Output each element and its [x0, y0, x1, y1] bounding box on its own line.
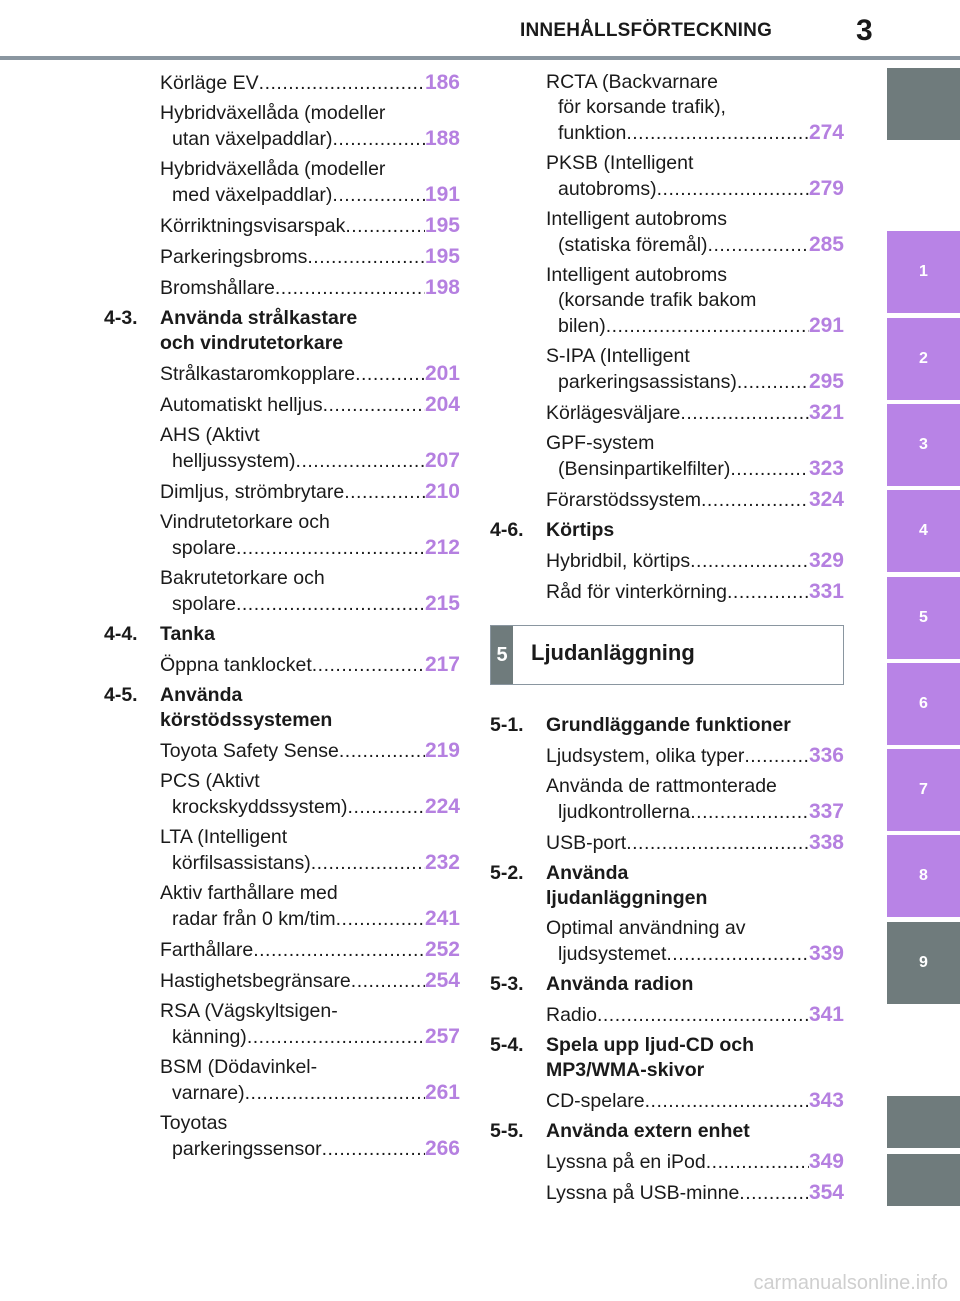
toc-entry-label: ljudkontrollerna [558, 801, 691, 823]
toc-entry-label: Parkeringsbroms [160, 246, 308, 268]
leader-dots [345, 214, 425, 239]
toc-entry-label: spolare [172, 593, 236, 615]
toc-entry-label: varnare) [172, 1082, 245, 1104]
toc-entry-label: Lyssna på en iPod [546, 1151, 706, 1173]
toc-page-number[interactable]: 291 [808, 314, 844, 337]
section-number: 4-4. [104, 623, 138, 645]
leader-dots [739, 1181, 809, 1206]
toc-entry[interactable] [160, 479, 460, 505]
leader-dots [236, 536, 425, 561]
chapter-tab-blank[interactable] [887, 1154, 960, 1206]
toc-entry-label: Radio [546, 1004, 597, 1026]
leader-dots [332, 127, 425, 152]
toc-entry[interactable] [160, 968, 460, 994]
toc-page-number[interactable]: 254 [424, 969, 460, 992]
toc-entry-label: Vindrutetorkare och [160, 511, 330, 533]
section-number: 5-4. [490, 1034, 524, 1056]
toc-page-number[interactable]: 336 [808, 744, 844, 767]
toc-entry-label: Toyota Safety Sense [160, 740, 339, 762]
section-title: Spela upp ljud-CD och [546, 1034, 754, 1056]
toc-page-number[interactable]: 257 [424, 1025, 460, 1048]
toc-page-number[interactable]: 349 [808, 1150, 844, 1173]
toc-page-number[interactable]: 329 [808, 549, 844, 572]
leader-dots [247, 1025, 425, 1050]
toc-entry-label: parkeringsassistans) [558, 371, 737, 393]
leader-dots [344, 480, 425, 505]
toc-entry-label: Körriktningsvisarspak [160, 215, 346, 237]
toc-entry[interactable] [160, 70, 460, 96]
leader-dots [307, 245, 425, 270]
toc-entry-label: Dimljus, strömbrytare [160, 481, 345, 503]
section-title: Använda radion [546, 973, 694, 995]
toc-entry-label: Hybridväxellåda (modeller [160, 102, 386, 124]
toc-page-number[interactable]: 279 [808, 177, 844, 200]
toc-entry-label: Öppna tanklocket [160, 654, 312, 676]
leader-dots [701, 488, 809, 513]
chapter-title: Ljudanläggning [531, 640, 695, 665]
toc-page-number[interactable]: 337 [808, 800, 844, 823]
toc-entry-label: GPF-system [546, 432, 655, 454]
section-title: Körtips [546, 519, 615, 541]
toc-entry-label: PCS (Aktivt [160, 770, 260, 792]
chapter-tab-6[interactable]: 6 [887, 663, 960, 745]
toc-entry-label: RCTA (Backvarnare [546, 71, 718, 93]
toc-page-number[interactable]: 204 [424, 393, 460, 416]
toc-entry-label: körfilsassistans) [172, 852, 311, 874]
leader-dots [348, 795, 425, 820]
toc-entry-label: Aktiv farthållare med [160, 882, 338, 904]
header-divider [0, 56, 960, 60]
leader-dots [680, 401, 809, 426]
leader-dots [666, 942, 809, 967]
toc-entry-label: (Bensinpartikelfilter) [558, 458, 731, 480]
toc-entry[interactable] [160, 510, 460, 561]
toc-entry-label: Bromshållare [160, 277, 275, 299]
toc-entry-label: med växelpaddlar) [172, 184, 333, 206]
toc-section-heading[interactable] [490, 713, 844, 738]
toc-entry[interactable] [546, 431, 844, 482]
toc-entry-label: Körlägesväljare [546, 402, 681, 424]
toc-page-number[interactable]: 338 [808, 831, 844, 854]
toc-entry[interactable] [160, 244, 460, 270]
section-title: MP3/WMA-skivor [546, 1059, 705, 1081]
toc-page-number[interactable]: 323 [808, 457, 844, 480]
leader-dots [626, 121, 809, 146]
toc-page-number[interactable]: 266 [424, 1137, 460, 1160]
toc-entry-label: Råd för vinterkörning [546, 581, 728, 603]
toc-page-number[interactable]: 232 [424, 851, 460, 874]
toc-page-number[interactable]: 191 [424, 183, 460, 206]
toc-page-number[interactable]: 188 [424, 127, 460, 150]
chapter-tab-5[interactable]: 5 [887, 577, 960, 659]
toc-page-number[interactable]: 195 [424, 245, 460, 268]
section-title: och vindrutetorkare [160, 332, 344, 354]
section-number: 5-2. [490, 862, 524, 884]
toc-entry-label: Hastighetsbegränsare [160, 970, 351, 992]
section-number: 5-5. [490, 1120, 524, 1142]
toc-section-heading[interactable] [490, 861, 844, 911]
toc-entry[interactable] [160, 937, 460, 963]
toc-entry[interactable] [160, 423, 460, 474]
leader-dots [690, 800, 809, 825]
toc-entry-label: Hybridväxellåda (modeller [160, 158, 386, 180]
chapter-tabs [887, 0, 960, 1301]
toc-page-number[interactable]: 198 [424, 276, 460, 299]
leader-dots [245, 1081, 425, 1106]
toc-entry-label: spolare [172, 537, 236, 559]
section-title: Grundläggande funktioner [546, 714, 791, 736]
section-number: 5-3. [490, 973, 524, 995]
toc-page-number[interactable]: 339 [808, 942, 844, 965]
toc-entry[interactable] [160, 566, 460, 617]
toc-section-heading[interactable] [490, 972, 844, 997]
toc-entry-label: LTA (Intelligent [160, 826, 288, 848]
toc-entry[interactable] [160, 1111, 460, 1162]
toc-section-heading[interactable] [104, 622, 460, 647]
toc-entry-label: Intelligent autobroms [546, 208, 728, 230]
toc-entry[interactable] [546, 1088, 844, 1114]
toc-entry[interactable] [546, 344, 844, 395]
chapter-tab-blank[interactable] [887, 1096, 960, 1148]
toc-entry-label: PKSB (Intelligent [546, 152, 694, 174]
toc-entry-label: CD-spelare [546, 1090, 645, 1112]
toc-entry-label: helljussystem) [172, 450, 296, 472]
section-title: Använda strålkastare [160, 307, 358, 329]
leader-dots [336, 907, 425, 932]
toc-entry[interactable] [546, 830, 844, 856]
toc-entry[interactable] [160, 999, 460, 1050]
section-title: ljudanläggningen [546, 887, 708, 909]
toc-page-number[interactable]: 321 [808, 401, 844, 424]
toc-entry-label: RSA (Vägskyltsigen- [160, 1000, 338, 1022]
leader-dots [351, 969, 425, 994]
toc-entry-label: parkeringssensor [172, 1138, 322, 1160]
toc-entry[interactable] [546, 70, 844, 146]
toc-entry-label: Ljudsystem, olika typer [546, 745, 745, 767]
toc-entry[interactable] [546, 487, 844, 513]
section-number: 4-5. [104, 684, 138, 706]
toc-entry[interactable] [546, 1002, 844, 1028]
toc-entry-label: (korsande trafik bakom [558, 289, 757, 311]
toc-page-number[interactable]: 274 [808, 121, 844, 144]
toc-entry-label: Farthållare [160, 939, 254, 961]
leader-dots [706, 1150, 809, 1175]
toc-entry[interactable] [546, 916, 844, 967]
toc-right-column [490, 70, 844, 1211]
toc-entry[interactable] [160, 738, 460, 764]
section-number: 5-1. [490, 714, 524, 736]
toc-entry-label: Strålkastaromkopplare [160, 363, 356, 385]
toc-entry-label: Använda de rattmonterade [546, 775, 777, 797]
toc-entry[interactable] [546, 151, 844, 202]
toc-page-number[interactable]: 324 [808, 488, 844, 511]
leader-dots [727, 580, 809, 605]
leader-dots [323, 393, 425, 418]
toc-left-column [104, 70, 460, 1167]
toc-entry[interactable] [160, 1055, 460, 1106]
leader-dots [296, 449, 425, 474]
toc-entry-label: AHS (Aktivt [160, 424, 260, 446]
toc-entry[interactable] [160, 769, 460, 820]
toc-section-heading[interactable] [104, 683, 460, 733]
toc-entry-label: Hybridbil, körtips [546, 550, 691, 572]
leader-dots [708, 233, 809, 258]
toc-entry[interactable] [546, 548, 844, 574]
toc-entry-label: utan växelpaddlar) [172, 128, 333, 150]
leader-dots [626, 831, 809, 856]
toc-entry-label: ljudsystemet [558, 943, 667, 965]
section-number: 4-3. [104, 307, 138, 329]
chapter-number: 5 [491, 626, 513, 684]
leader-dots [744, 744, 809, 769]
toc-entry[interactable] [160, 881, 460, 932]
leader-dots [311, 851, 425, 876]
toc-page-number[interactable]: 212 [424, 536, 460, 559]
toc-section-heading[interactable] [490, 1033, 844, 1083]
toc-entry-label: (statiska föremål) [558, 234, 708, 256]
toc-entry[interactable] [546, 263, 844, 339]
toc-entry[interactable] [546, 1180, 844, 1206]
toc-entry-label: Optimal användning av [546, 917, 746, 939]
toc-page-number[interactable]: 252 [424, 938, 460, 961]
chapter-heading-box[interactable] [490, 625, 844, 685]
toc-entry[interactable] [160, 275, 460, 301]
leader-dots [339, 739, 425, 764]
toc-page-number[interactable]: 341 [808, 1003, 844, 1026]
toc-page-number[interactable]: 295 [808, 370, 844, 393]
leader-dots [332, 183, 425, 208]
toc-entry-label: Lyssna på USB-minne [546, 1182, 740, 1204]
toc-entry-label: funktion [558, 122, 627, 144]
toc-entry[interactable] [546, 774, 844, 825]
leader-dots [322, 1137, 425, 1162]
toc-entry-label: Förarstödssystem [546, 489, 701, 511]
toc-entry-label: bilen) [558, 315, 606, 337]
toc-entry-label: autobroms) [558, 178, 657, 200]
toc-page-number[interactable]: 215 [424, 592, 460, 615]
leader-dots [236, 592, 425, 617]
leader-dots [355, 362, 425, 387]
leader-dots [737, 370, 809, 395]
toc-section-heading[interactable] [104, 306, 460, 356]
toc-entry-label: BSM (Dödavinkel- [160, 1056, 318, 1078]
toc-entry[interactable] [546, 743, 844, 769]
leader-dots [657, 177, 809, 202]
chapter-tab-9[interactable]: 9 [887, 922, 960, 1004]
leader-dots [645, 1089, 809, 1114]
toc-entry-label: Körläge EV [160, 72, 259, 94]
toc-entry[interactable] [546, 207, 844, 258]
toc-entry[interactable] [160, 652, 460, 678]
toc-entry[interactable] [160, 157, 460, 208]
chapter-tab-blank[interactable] [887, 68, 960, 140]
toc-page-number[interactable]: 343 [808, 1089, 844, 1112]
toc-entry[interactable] [160, 361, 460, 387]
leader-dots [606, 314, 809, 339]
section-title: Använda extern enhet [546, 1120, 750, 1142]
toc-entry-label: Bakrutetorkare och [160, 567, 325, 589]
section-title: körstödssystemen [160, 709, 333, 731]
chapter-tab-7[interactable]: 7 [887, 749, 960, 831]
leader-dots [730, 457, 809, 482]
toc-entry[interactable] [160, 392, 460, 418]
toc-entry[interactable] [160, 825, 460, 876]
toc-page-number[interactable]: 186 [424, 71, 460, 94]
toc-entry-label: Automatiskt helljus [160, 394, 323, 416]
chapter-tab-2[interactable]: 2 [887, 318, 960, 400]
toc-entry[interactable] [160, 101, 460, 152]
page-number: 3 [856, 14, 873, 47]
toc-entry[interactable] [546, 579, 844, 605]
toc-page-number[interactable]: 219 [424, 739, 460, 762]
section-title: Använda [160, 684, 243, 706]
leader-dots [275, 276, 425, 301]
toc-entry-label: Toyotas [160, 1112, 228, 1134]
toc-entry[interactable] [160, 213, 460, 239]
toc-page-number[interactable]: 241 [424, 907, 460, 930]
toc-page-number[interactable]: 217 [424, 653, 460, 676]
section-number: 4-6. [490, 519, 524, 541]
toc-page-number[interactable]: 224 [424, 795, 460, 818]
toc-entry-label: Intelligent autobroms [546, 264, 728, 286]
chapter-tab-3[interactable]: 3 [887, 404, 960, 486]
toc-entry-label: för korsande trafik), [558, 96, 726, 118]
toc-entry[interactable] [546, 1149, 844, 1175]
toc-section-heading[interactable] [490, 518, 844, 543]
page-header-title: INNEHÅLLSFÖRTECKNING [520, 20, 773, 41]
toc-section-heading[interactable] [490, 1119, 844, 1144]
toc-entry-label: krockskyddssystem) [172, 796, 348, 818]
toc-entry-label: S-IPA (Intelligent [546, 345, 690, 367]
toc-page-number[interactable]: 195 [424, 214, 460, 237]
section-title: Använda [546, 862, 629, 884]
chapter-tab-4[interactable]: 4 [887, 490, 960, 572]
toc-entry-label: radar från 0 km/tim [172, 908, 336, 930]
leader-dots [597, 1003, 809, 1028]
toc-page-number[interactable]: 331 [808, 580, 844, 603]
leader-dots [690, 549, 809, 574]
watermark: carmanualsonline.info [753, 1272, 948, 1294]
section-title: Tanka [160, 623, 215, 645]
leader-dots [253, 938, 425, 963]
chapter-tab-1[interactable]: 1 [887, 231, 960, 313]
toc-page-number[interactable]: 354 [808, 1181, 844, 1204]
leader-dots [312, 653, 425, 678]
toc-page-number[interactable]: 210 [424, 480, 460, 503]
toc-page-number[interactable]: 285 [808, 233, 844, 256]
leader-dots [259, 71, 425, 96]
toc-entry-label: USB-port [546, 832, 627, 854]
toc-entry-label: känning) [172, 1026, 247, 1048]
toc-entry[interactable] [546, 400, 844, 426]
toc-page-number[interactable]: 201 [424, 362, 460, 385]
chapter-tab-8[interactable]: 8 [887, 835, 960, 917]
toc-page-number[interactable]: 207 [424, 449, 460, 472]
toc-page-number[interactable]: 261 [424, 1081, 460, 1104]
